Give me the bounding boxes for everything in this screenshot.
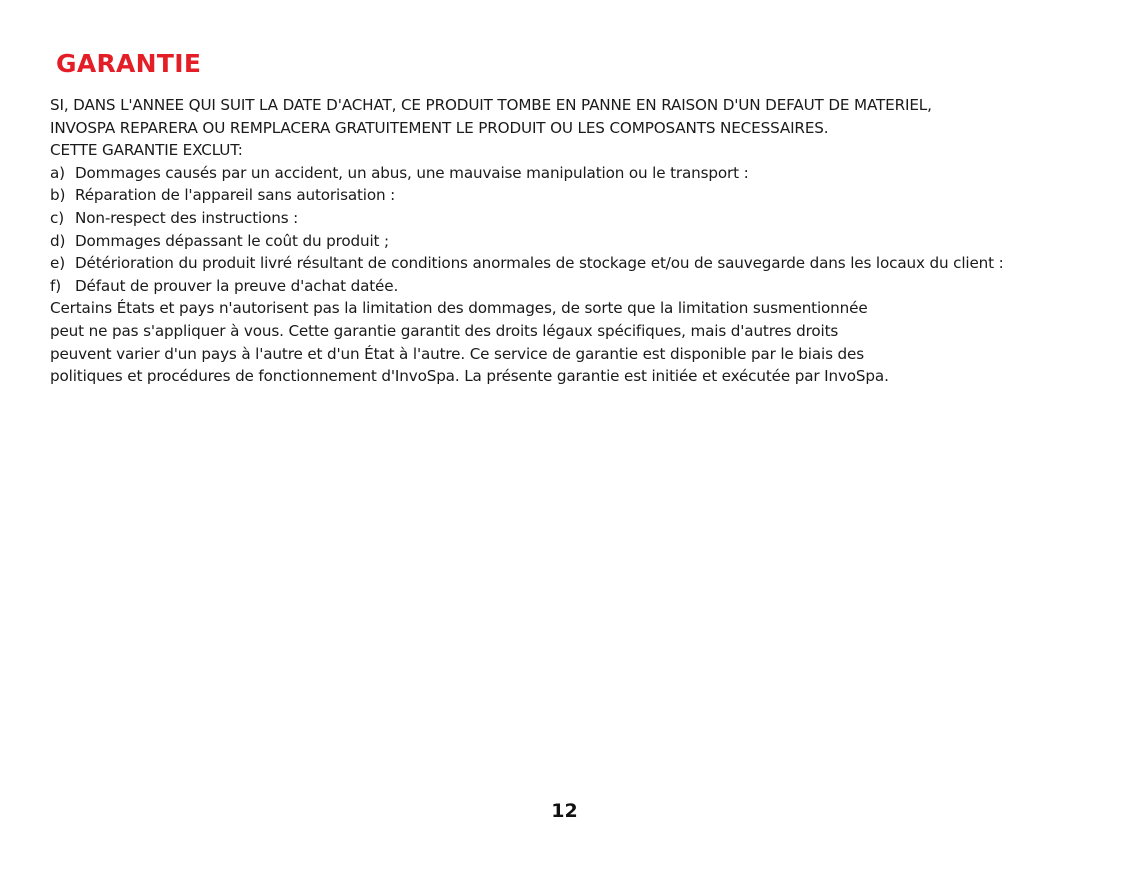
intro-line: SI, DANS L'ANNEE QUI SUIT LA DATE D'ACHAT, CE PRODUIT TOMBE EN PANNE EN RAISON D'UN DEFAUT DE MATERIEL,	[50, 96, 932, 114]
intro-line: CETTE GARANTIE EXCLUT:	[50, 141, 243, 160]
exclusion-marker: c)	[50, 208, 64, 227]
exclusion-marker: b)	[50, 186, 66, 205]
exclusion-item	[50, 252, 1075, 275]
warranty-body	[50, 94, 1110, 388]
intro-line: INVOSPA REPARERA OU REMPLACERA GRATUITEMENT LE PRODUIT OU LES COMPOSANTS NECESSAIRES.	[50, 118, 829, 137]
exclusion-marker: d)	[50, 231, 66, 250]
exclusion-item	[50, 230, 1110, 253]
page-title: GARANTIE	[56, 49, 202, 78]
exclusion-text: Détérioration du produit livré résultant de conditions anormales de stockage et/ou de sauvegarde dans les locaux du client :	[75, 254, 1004, 273]
exclusion-item	[50, 275, 1110, 298]
closing-line: peuvent varier d'un pays à l'autre et d'un État à l'autre. Ce service de garantie est disponible par le biais des	[50, 344, 864, 363]
exclusion-item	[50, 162, 1110, 185]
exclusion-item	[50, 207, 1110, 230]
exclusion-marker: e)	[50, 254, 65, 273]
closing-line: peut ne pas s'appliquer à vous. Cette garantie garantit des droits légaux spécifiques, mais d'autres droits	[50, 321, 839, 340]
closing-line: Certains États et pays n'autorisent pas la limitation des dommages, de sorte que la limitation susmentionnée	[50, 299, 868, 318]
exclusion-marker: a)	[50, 163, 65, 182]
exclusion-text: Défaut de prouver la preuve d'achat datée.	[75, 276, 399, 295]
exclusion-text: Dommages causés par un accident, un abus, une mauvaise manipulation ou le transport :	[75, 163, 749, 182]
page-number: 12	[551, 800, 578, 822]
exclusion-item	[50, 184, 1110, 207]
closing-line: politiques et procédures de fonctionnement d'InvoSpa. La présente garantie est initiée et exécutée par InvoSpa.	[50, 367, 889, 386]
exclusion-text: Dommages dépassant le coût du produit ;	[75, 231, 389, 250]
exclusion-text: Non-respect des instructions :	[75, 208, 299, 227]
exclusion-marker: f)	[50, 276, 61, 295]
exclusion-text: Réparation de l'appareil sans autorisation :	[75, 186, 396, 205]
